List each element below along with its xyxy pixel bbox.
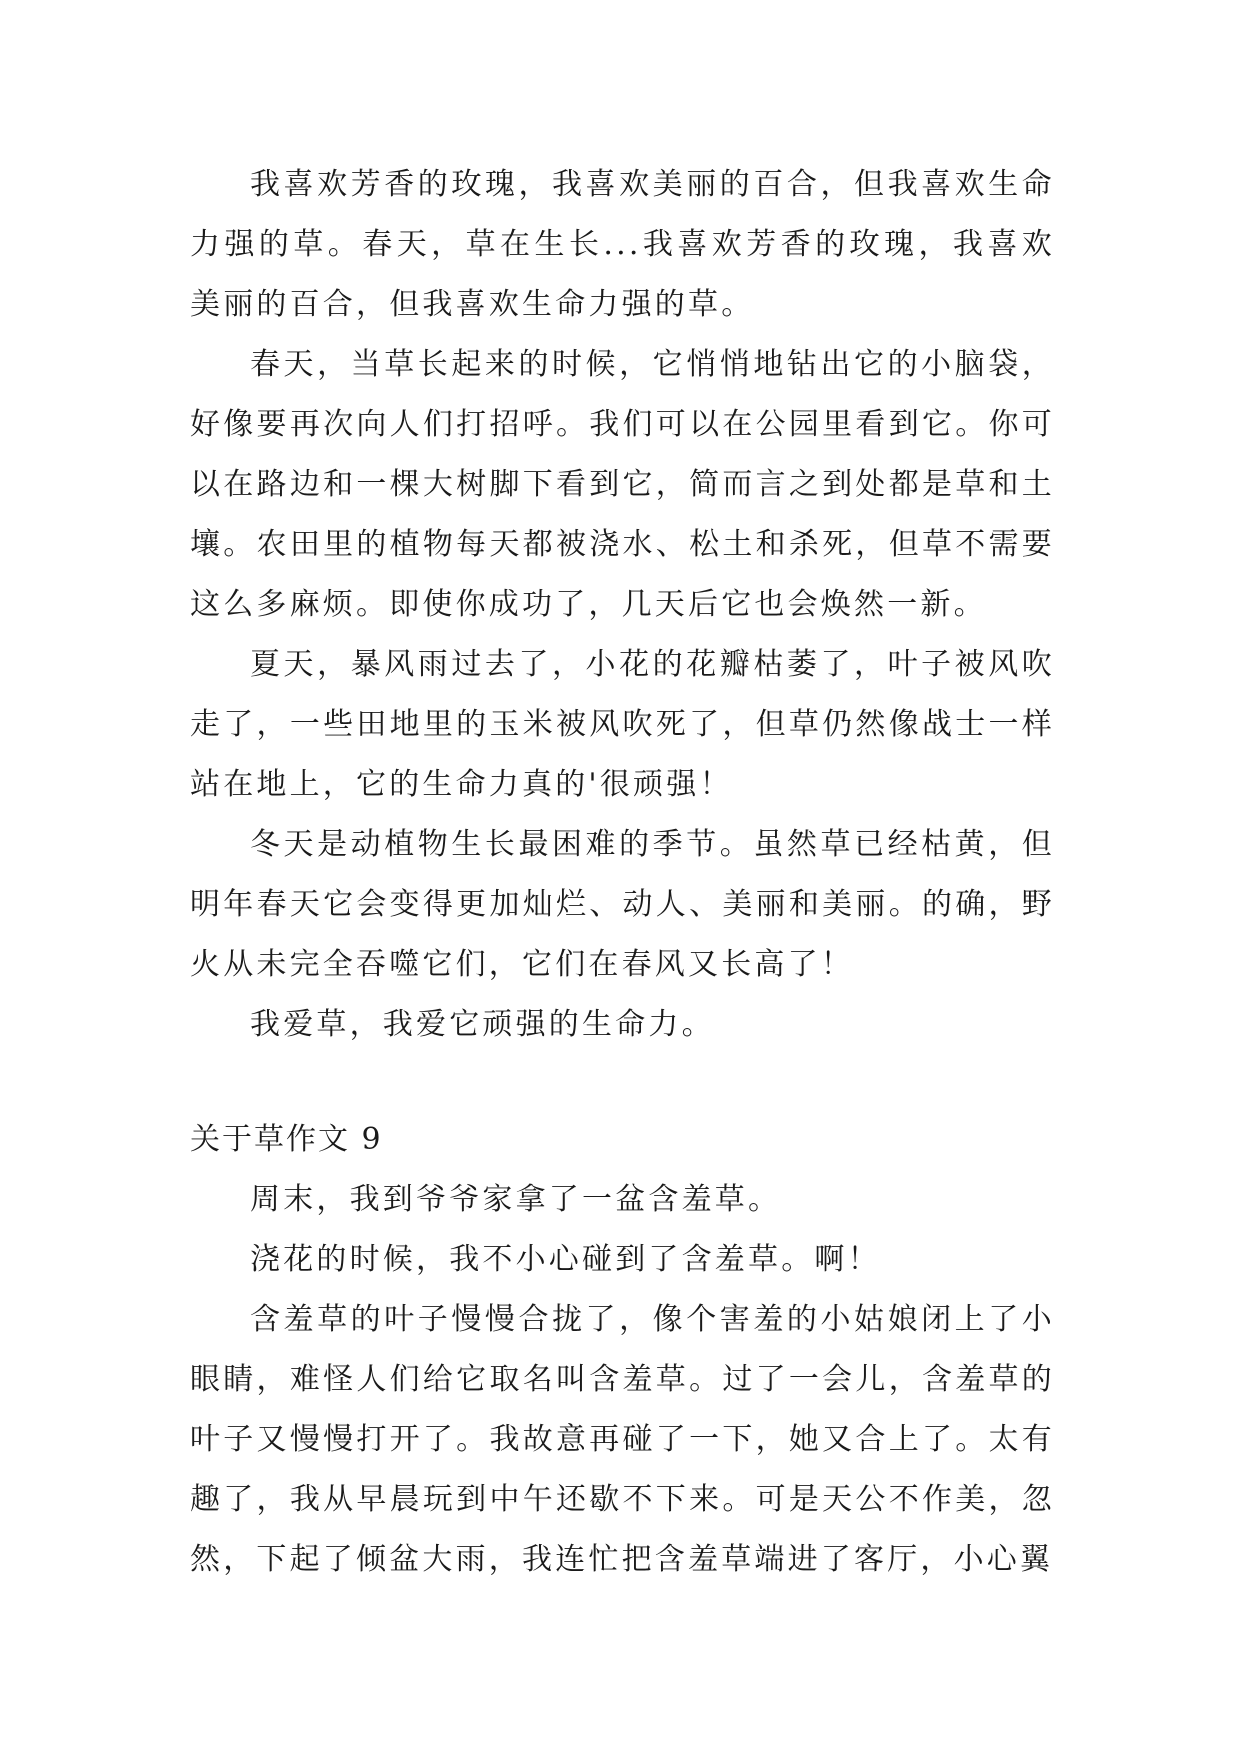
paragraph-spring: 春天，当草长起来的时候，它悄悄地钻出它的小脑袋，好像要再次向人们打招呼。我们可以在公园里看到它。你可以在路边和一棵大树脚下看到它，简而言之到处都是草和土壤。农田里的植物每天都被浇水、松土和杀死，但草不需要这么多麻烦。即使你成功了，几天后它也会焕然一新。 [190,347,1055,622]
paragraph-summer: 夏天，暴风雨过去了，小花的花瓣枯萎了，叶子被风吹走了，一些田地里的玉米被风吹死了，但草仍然像战士一样站在地上，它的生命力真的'很顽强！ [190,647,1055,802]
paragraph-mimosa-leaves: 含羞草的叶子慢慢合拢了，像个害羞的小姑娘闭上了小眼睛，难怪人们给它取名叫含羞草。过了一会儿，含羞草的叶子又慢慢打开了。我故意再碰了一下，她又合上了。太有趣了，我从早晨玩到中午还歇不下来。可是天公不作美，忽然，下起了倾盆大雨，我连忙把含羞草端进了客厅，小心翼 [190,1302,1055,1577]
paragraph-roses-lilies: 我喜欢芳香的玫瑰，我喜欢美丽的百合，但我喜欢生命力强的草。春天，草在生长...我喜欢芳香的玫瑰，我喜欢美丽的百合，但我喜欢生命力强的草。 [190,167,1055,322]
paragraph-love-grass: 我爱草，我爱它顽强的生命力。 [250,1007,715,1042]
paragraph-weekend: 周末，我到爷爷家拿了一盆含羞草。 [250,1182,782,1217]
paragraph-winter: 冬天是动植物生长最困难的季节。虽然草已经枯黄，但明年春天它会变得更加灿烂、动人、美丽和美丽。的确，野火从未完全吞噬它们，它们在春风又长高了！ [190,827,1055,982]
document-body [190,155,1055,1590]
section-heading: 关于草作文 9 [190,1122,383,1157]
paragraph-watering: 浇花的时候，我不小心碰到了含羞草。啊！ [250,1242,881,1277]
